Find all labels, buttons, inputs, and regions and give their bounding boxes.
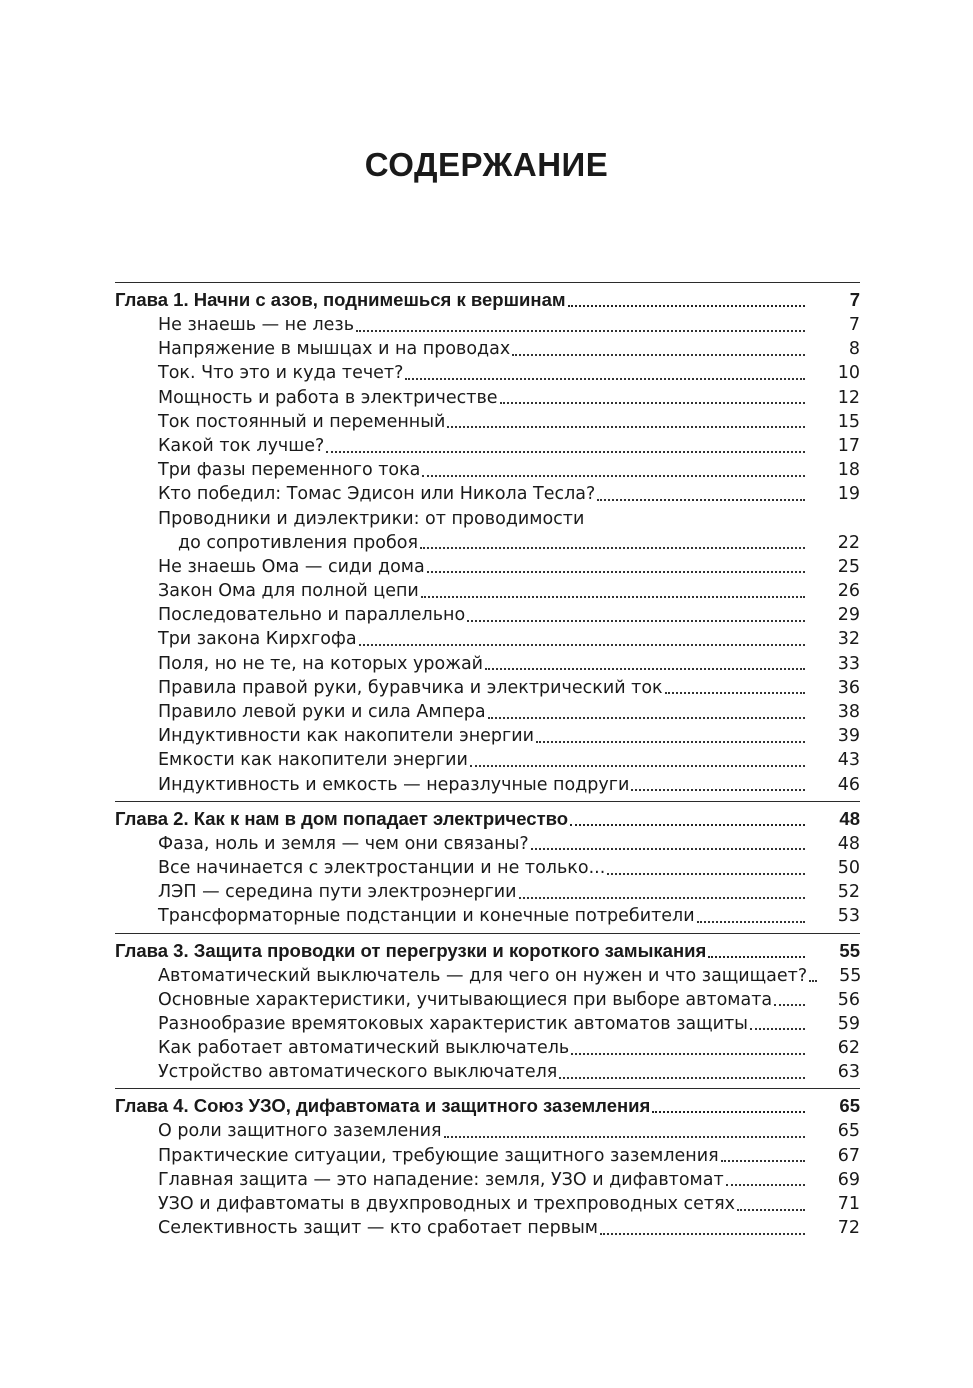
dot-leader xyxy=(512,353,805,356)
page-number: 71 xyxy=(837,1194,860,1214)
section-entry-text: Последовательно и параллельно xyxy=(158,603,467,627)
section-entry-text: Емкости как накопители энергии xyxy=(158,748,470,772)
section-entry-text: Три закона Кирхгофа xyxy=(158,627,359,651)
dot-leader xyxy=(721,1159,805,1162)
chapter-block xyxy=(115,933,860,1089)
section-entry xyxy=(115,1119,860,1143)
dot-leader xyxy=(652,1110,805,1113)
section-entry-text: Ток. Что это и куда течет? xyxy=(158,361,405,385)
section-entry xyxy=(115,964,860,988)
dot-leader xyxy=(421,595,805,598)
section-entry-text: ЛЭП — середина пути электроэнергии xyxy=(158,880,519,904)
section-entry-continued-text: до сопротивления пробоя xyxy=(178,531,420,555)
section-entry-text: Устройство автоматического выключателя xyxy=(158,1060,559,1084)
section-entry-text: Все начинается с электростанции и не только... xyxy=(158,856,607,880)
section-entry xyxy=(115,507,860,531)
section-entry xyxy=(115,434,860,458)
page-number: 56 xyxy=(837,989,860,1010)
page-number: 18 xyxy=(837,460,860,481)
section-entry-text: Индуктивность и емкость — неразлучные подруги xyxy=(158,773,631,797)
chapter-heading xyxy=(115,286,860,313)
dot-leader xyxy=(536,740,805,743)
dot-leader xyxy=(422,474,805,477)
section-entry xyxy=(115,1168,860,1192)
dot-leader xyxy=(356,329,805,332)
section-entry xyxy=(115,1060,860,1084)
chapter-block xyxy=(115,801,860,933)
page-number: 62 xyxy=(837,1038,860,1059)
page-number: 53 xyxy=(837,906,860,927)
section-entry-text: Фаза, ноль и земля — чем они связаны? xyxy=(158,832,531,856)
dot-leader xyxy=(631,788,805,791)
section-entry-text: Индуктивности как накопители энергии xyxy=(158,724,536,748)
dot-leader xyxy=(405,377,805,380)
section-entry-text: Не знаешь Ома — сиди дома xyxy=(158,555,427,579)
section-entry xyxy=(115,832,860,856)
section-entry-text: УЗО и дифавтоматы в двухпроводных и трехпроводных сетях xyxy=(158,1192,737,1216)
chapter-heading-text: Глава 1. Начни с азов, поднимешься к вершинам xyxy=(115,286,568,313)
section-entry xyxy=(115,1036,860,1060)
page-number: 10 xyxy=(837,363,860,384)
section-entry xyxy=(115,555,860,579)
section-entry xyxy=(115,773,860,797)
page-number: 48 xyxy=(837,833,860,854)
section-entry xyxy=(115,880,860,904)
section-entry xyxy=(115,482,860,506)
dot-leader xyxy=(467,619,805,622)
section-entry-text: Разнообразие времятоковых характеристик автоматов защиты xyxy=(158,1012,750,1036)
table-of-contents xyxy=(115,282,860,1244)
section-entry-text: Ток постоянный и переменный xyxy=(158,410,447,434)
page-number: 65 xyxy=(837,1121,860,1142)
chapter-heading-text: Глава 2. Как к нам в дом попадает электричество xyxy=(115,805,570,832)
dot-leader xyxy=(359,643,805,646)
dot-leader xyxy=(571,1052,805,1055)
section-entry xyxy=(115,724,860,748)
section-entry-text: Правило левой руки и сила Ампера xyxy=(158,700,488,724)
section-entry xyxy=(115,361,860,385)
section-entry xyxy=(115,652,860,676)
dot-leader xyxy=(447,425,805,428)
dot-leader xyxy=(737,1208,805,1211)
page-number: 25 xyxy=(837,556,860,577)
section-entry-text: Главная защита — это нападение: земля, УЗО и дифавтомат xyxy=(158,1168,726,1192)
dot-leader xyxy=(809,979,817,982)
section-entry xyxy=(115,313,860,337)
dot-leader xyxy=(697,920,805,923)
section-entry xyxy=(115,603,860,627)
dot-leader xyxy=(488,716,805,719)
section-entry-text: О роли защитного заземления xyxy=(158,1119,444,1143)
chapter-block xyxy=(115,1088,860,1244)
page-number: 33 xyxy=(837,653,860,674)
dot-leader xyxy=(570,823,805,826)
section-entry-text: Три фазы переменного тока xyxy=(158,458,422,482)
page-number: 22 xyxy=(837,532,860,553)
dot-leader xyxy=(444,1135,805,1138)
section-entry xyxy=(115,904,860,928)
page-number: 46 xyxy=(837,774,860,795)
page-number: 52 xyxy=(837,882,860,903)
page-number: 59 xyxy=(837,1013,860,1034)
page-number: 26 xyxy=(837,581,860,602)
page-number: 36 xyxy=(837,677,860,698)
dot-leader xyxy=(531,847,805,850)
dot-leader xyxy=(326,450,805,453)
section-entry-text: Мощность и работа в электричестве xyxy=(158,386,500,410)
page-number: 69 xyxy=(837,1169,860,1190)
page-number: 38 xyxy=(837,702,860,722)
section-entry-text: Практические ситуации, требующие защитного заземления xyxy=(158,1144,721,1168)
section-entry xyxy=(115,1192,860,1216)
dot-leader xyxy=(500,401,805,404)
section-entry xyxy=(115,458,860,482)
page-number: 32 xyxy=(837,629,860,650)
page-number: 43 xyxy=(837,750,860,771)
section-entry xyxy=(115,410,860,434)
section-entry-text: Трансформаторные подстанции и конечные потребители xyxy=(158,904,697,928)
section-entry-continued xyxy=(115,531,860,555)
page-number: 67 xyxy=(837,1145,860,1166)
page-number: 7 xyxy=(848,315,860,335)
section-entry xyxy=(115,988,860,1012)
chapter-block xyxy=(115,282,860,801)
dot-leader xyxy=(665,691,805,694)
section-entry-text: Как работает автоматический выключатель xyxy=(158,1036,571,1060)
section-entry-text: Поля, но не те, на которых урожай xyxy=(158,652,485,676)
section-entry xyxy=(115,1144,860,1168)
page-number: 29 xyxy=(837,605,860,626)
dot-leader xyxy=(559,1076,805,1079)
dot-leader xyxy=(708,955,805,958)
page-number: 55 xyxy=(839,965,862,986)
page-number: 7 xyxy=(849,289,860,310)
chapter-heading xyxy=(115,937,860,964)
section-entry xyxy=(115,676,860,700)
chapter-gap xyxy=(115,1240,860,1244)
page-number: 19 xyxy=(837,484,860,505)
section-entry-text: Закон Ома для полной цепи xyxy=(158,579,421,603)
section-entry-text: Селективность защит — кто сработает первым xyxy=(158,1216,600,1240)
chapter-heading-text: Глава 4. Союз УЗО, дифавтомата и защитного заземления xyxy=(115,1092,652,1119)
page-number: 15 xyxy=(837,411,860,432)
page-number: 39 xyxy=(837,726,860,747)
dot-leader xyxy=(750,1027,805,1030)
chapter-heading xyxy=(115,805,860,832)
section-entry xyxy=(115,627,860,651)
chapter-heading xyxy=(115,1092,860,1119)
section-entry-text: Какой ток лучше? xyxy=(158,434,326,458)
page-number: 65 xyxy=(839,1095,860,1117)
dot-leader xyxy=(774,1003,805,1006)
dot-leader xyxy=(470,764,805,767)
page-number: 48 xyxy=(839,807,860,829)
dot-leader xyxy=(427,570,805,573)
dot-leader xyxy=(485,667,805,670)
dot-leader xyxy=(420,546,805,549)
section-entry xyxy=(115,337,860,361)
page-number: 63 xyxy=(837,1062,860,1083)
page-number: 8 xyxy=(848,339,860,360)
page-number: 72 xyxy=(837,1218,860,1239)
section-entry-text: Кто победил: Томас Эдисон или Никола Тесла? xyxy=(158,482,597,506)
section-entry xyxy=(115,700,860,724)
dot-leader xyxy=(726,1183,805,1186)
page-number: 17 xyxy=(837,435,860,456)
section-entry-text: Основные характеристики, учитывающиеся при выборе автомата xyxy=(158,988,774,1012)
section-entry xyxy=(115,856,860,880)
page-number: 12 xyxy=(837,387,860,408)
dot-leader xyxy=(568,304,805,307)
section-entry-text: Правила правой руки, буравчика и электрический ток xyxy=(158,676,665,700)
section-entry xyxy=(115,1216,860,1240)
dot-leader xyxy=(597,498,805,501)
section-entry xyxy=(115,579,860,603)
section-entry xyxy=(115,386,860,410)
section-entry xyxy=(115,1012,860,1036)
dot-leader xyxy=(519,896,805,899)
section-entry-text: Напряжение в мышцах и на проводах xyxy=(158,337,512,361)
page-number: 50 xyxy=(837,857,860,878)
section-entry xyxy=(115,748,860,772)
section-entry-text: Не знаешь — не лезь xyxy=(158,313,356,337)
section-entry-text: Автоматический выключатель — для чего он нужен и что защищает? xyxy=(158,964,809,988)
dot-leader xyxy=(607,872,805,875)
dot-leader xyxy=(600,1232,805,1235)
chapter-heading-text: Глава 3. Защита проводки от перегрузки и короткого замыкания xyxy=(115,937,708,964)
page-number: 55 xyxy=(839,939,860,961)
section-entry-text: Проводники и диэлектрики: от проводимости xyxy=(158,507,586,531)
page-title: СОДЕРЖАНИЕ xyxy=(364,146,609,183)
